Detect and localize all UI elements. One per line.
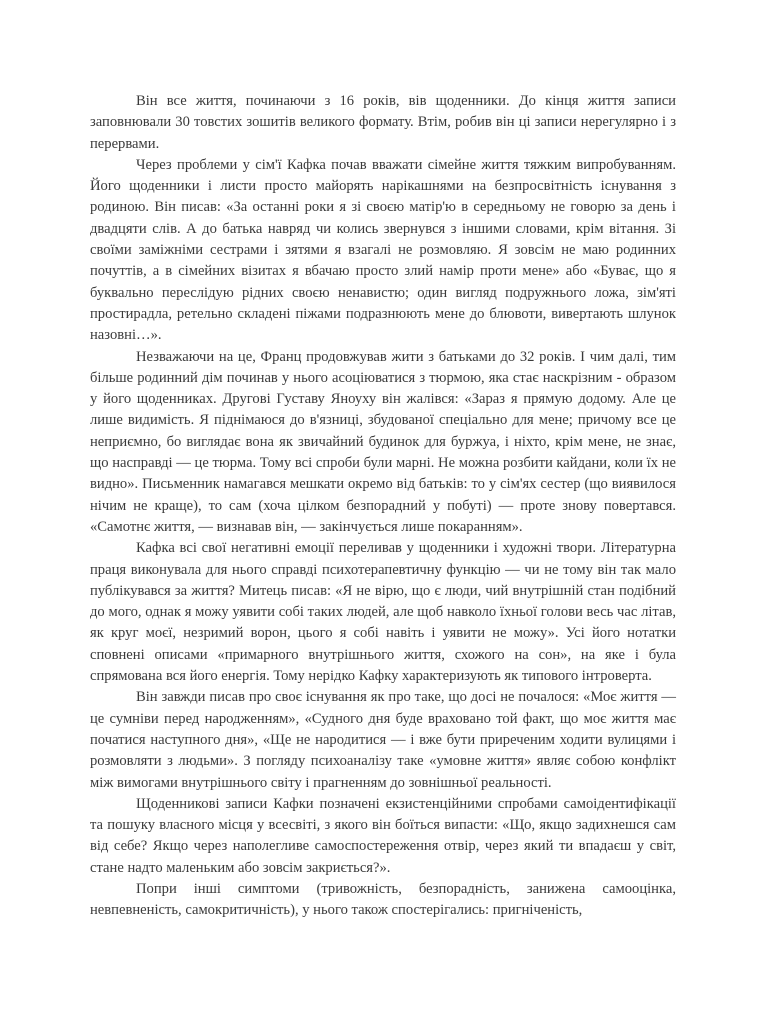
paragraph-symptoms: Попри інші симптоми (тривожність, безпорадність, занижена самооцінка, невпевненість, самокритичність), у нього також спостерігались: пригніченість, xyxy=(90,880,676,919)
paragraph-emotions-writing: Кафка всі свої негативні емоції переливав у щоденники і художні твори. Літературна праця виконувала для нього справді психотерапевтичну функцію — чи не тому він так мало публікувався за життя? Митець писав: «Я не вірю, що є люди, чий внутрішній стан подібний до мого, однак я можу уявити собі таких людей, але щоб навколо їхньої голови весь час літав, як круг моєї, незримий ворон, цього я собі навіть і уявити не можу». Усі його нотатки сповнені описами «примарного внутрішнього життя, схожого на сон», на яке і була спрямована вся його енергія. Тому нерідко Кафку характеризують як типового інтроверта. xyxy=(90,540,676,685)
paragraph-home-prison: Незважаючи на це, Франц продовжував жити з батьками до 32 років. І чим далі, тим більше родинний дім починав у нього асоціюватися з тюрмою, яка стає наскрізним - образом у його щоденниках. Другові Густаву Яноуху він жалівся: «Зараз я прямую додому. Але це лише видимість. Я піднімаюся до в'язниці, збудованої спеціально для мене; причому все це неприємно, бо виглядає вона як звичайний будинок для буржуа, і ніхто, крім мене, не знає, що насправді — це тюрма. Тому всі спроби були марні. Не можна розбити кайдани, коли їх не видно». Письменник намагався мешкати окремо від батьків: то у сім'ях сестер (що виявилося нічим не краще), то сам (хоча цілком безпорадний у побуті) — проте знову повертався. «Самотнє життя, — визнавав він, — закінчується лише покаранням». xyxy=(90,348,676,535)
paragraph-diaries: Він все життя, починаючи з 16 років, вів щоденники. До кінця життя записи заповнювали 30 товстих зошитів великого формату. Втім, робив він ці записи нерегулярно і з перервами. xyxy=(90,93,676,152)
document-page xyxy=(90,91,676,922)
paragraph-conditional-life: Він завжди писав про своє існування як про таке, що досі не почалося: «Моє життя — це сумніви перед народженням», «Судного дня буде враховано той факт, що моє життя має початися наступного дня», «Ще не народитися — і вже бути приреченим ходити вулицями і розмовляти з людьми». З погляду психоаналізу таке «умовне життя» являє собою конфлікт між вимогами внутрішнього світу і прагненням до зовнішньої реальності. xyxy=(90,689,676,791)
paragraph-self-identification: Щоденникові записи Кафки позначені екзистенційними спробами самоідентифікації та пошуку власного місця у всесвіті, з якого він боїться випасти: «Що, якщо задихнешся сам від себе? Якщо через наполегливе самоспостереження отвір, через який ти впадаєш у світ, стане надто маленьким або зовсім закриється?». xyxy=(90,795,676,876)
paragraph-family-problems: Через проблеми у сім'ї Кафка почав вважати сімейне життя тяжким випробуванням. Його щоденники і листи просто майорять нарікашнями на безпросвітність існування з родиною. Він писав: «За останні роки я зі своєю матір'ю в середньому не говорю за день і двадцяти слів. А до батька навряд чи колись звернувся з іншими словами, крім вітання. Зі своїми заміжніми сестрами і зятями я взагалі не розмовляю. Я зовсім не маю родинних почуттів, а в сімейних візитах я вбачаю просто злий намір проти мене» або «Буває, що я буквально переслідую рідних своєю ненавистю; один вигляд подружнього ложа, зім'яті простирадла, ретельно складені піжами подразнюють мене до блювоти, вивертають шлунок назовні…». xyxy=(90,156,676,344)
